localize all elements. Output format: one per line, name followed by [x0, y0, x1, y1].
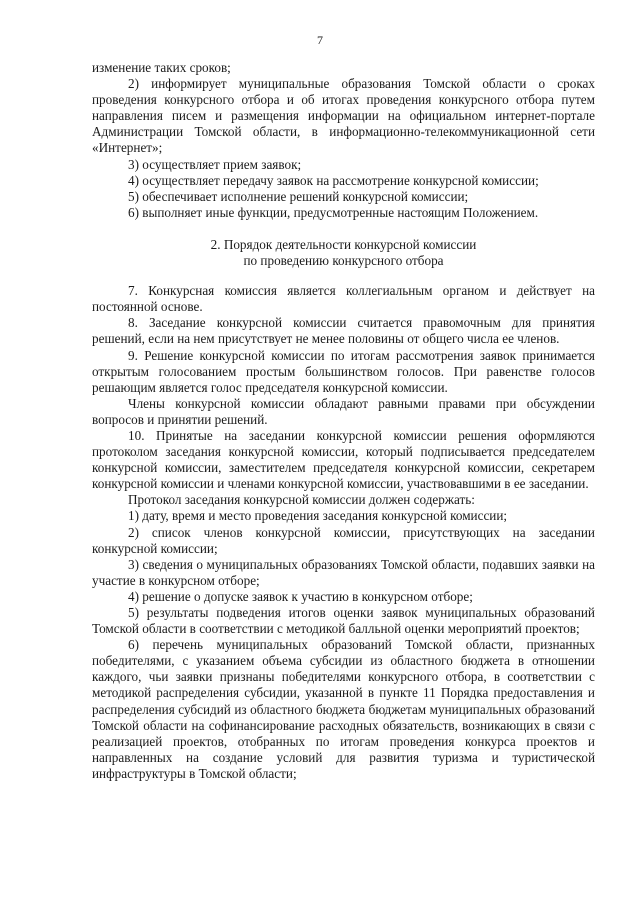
- document-body: [92, 60, 595, 782]
- page-number: 7: [317, 33, 323, 47]
- section-heading-line-1: 2. Порядок деятельности конкурсной комиссии: [210, 236, 477, 252]
- paragraph: 9. Решение конкурсной комиссии по итогам рассмотрения заявок принимается открытым голосованием простым большинством голосов. При равенстве голосов решающим является голос председателя конкурсной комиссии.: [92, 347, 595, 395]
- paragraph: 8. Заседание конкурсной комиссии считается правомочным для принятия решений, если на нем присутствует не менее половины от общего числа ее членов.: [92, 315, 595, 347]
- paragraph: 6) выполняет иные функции, предусмотренные настоящим Положением.: [128, 204, 539, 220]
- paragraph: 5) результаты подведения итогов оценки заявок муниципальных образований Томской области в соответствии с методикой балльной оценки мероприятий проектов;: [92, 605, 595, 637]
- paragraph: 10. Принятые на заседании конкурсной комиссии решения оформляются протоколом заседания конкурсной комиссии, который подписывается председателем конкурсной комиссии, заместителем председателя конкурсной комиссии, секретарем конкурсной комиссии и членами конкурсной комиссии, участвовавшими в ее заседании.: [92, 427, 595, 492]
- paragraph: 2) информирует муниципальные образования Томской области о сроках проведения конкурсного отбора и об итогах проведения конкурсного отбора путем направления писем и размещения информации на официальном интернет-портале Администрации Томской области, в информационно-телекоммуникационной сети «Интернет»;: [92, 76, 595, 156]
- paragraph: 4) решение о допуске заявок к участию в конкурсном отборе;: [128, 588, 473, 604]
- paragraph: 3) сведения о муниципальных образованиях Томской области, подавших заявки на участие в конкурсном отборе;: [92, 556, 595, 588]
- paragraph: 7. Конкурсная комиссия является коллегиальным органом и действует на постоянной основе.: [92, 283, 595, 315]
- section-heading: [92, 237, 595, 269]
- paragraph: Протокол заседания конкурсной комиссии должен содержать:: [128, 492, 475, 508]
- paragraph: 1) дату, время и место проведения заседания конкурсной комиссии;: [128, 508, 508, 524]
- paragraph: 3) осуществляет прием заявок;: [128, 156, 302, 172]
- section-heading-line-2: по проведению конкурсного отбора: [243, 253, 444, 269]
- paragraph: 6) перечень муниципальных образований Томской области, признанных победителями, с указанием объема субсидии из областного бюджета в отношении каждого, чьи заявки признаны победителями конкурсного отбора, в соответствии с методикой распределения субсидии, указанной в пункте 11 Порядка предоставления и распределения субсидий из областного бюджета бюджетам муниципальных образований Томской области на софинансирование расходных обязательств, возникающих в связи с реализацией проектов, отобранных по итогам проведения конкурса проектов и направленных на создание условий для развития туризма и туристической инфраструктуры в Томской области;: [92, 637, 595, 781]
- paragraphs-top: [92, 60, 595, 221]
- paragraphs-bottom: [92, 283, 595, 782]
- paragraph: изменение таких сроков;: [92, 60, 231, 75]
- paragraph: 4) осуществляет передачу заявок на рассмотрение конкурсной комиссии;: [128, 172, 539, 188]
- paragraph: Члены конкурсной комиссии обладают равными правами при обсуждении вопросов и принятии решений.: [92, 395, 595, 427]
- paragraph: 2) список членов конкурсной комиссии, присутствующих на заседании конкурсной комиссии;: [92, 524, 595, 556]
- paragraph: 5) обеспечивает исполнение решений конкурсной комиссии;: [128, 188, 469, 204]
